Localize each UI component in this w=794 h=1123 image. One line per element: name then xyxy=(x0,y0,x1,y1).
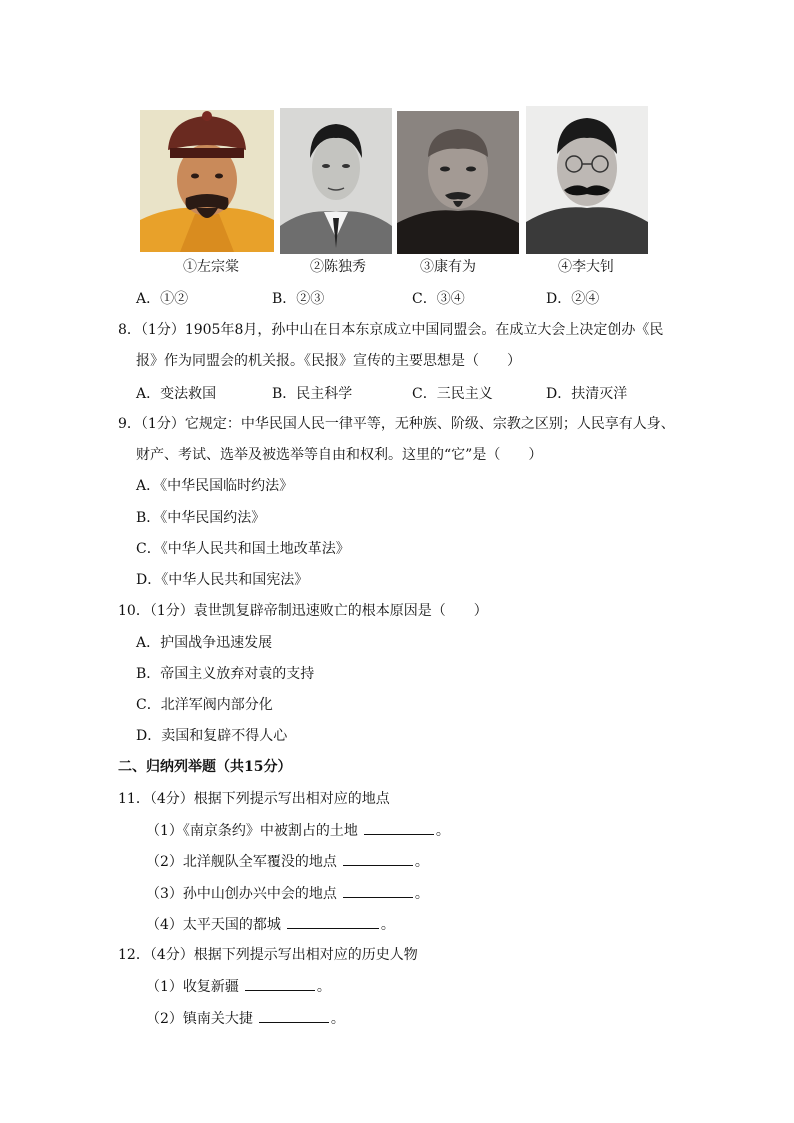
item-end: 。 xyxy=(330,1011,345,1027)
portrait-zuo-zongtang xyxy=(140,110,274,252)
item-end: 。 xyxy=(380,917,395,933)
option-d[interactable]: D．扶清灭洋 xyxy=(546,386,628,402)
q9-option-c[interactable]: C．《中华人民共和国土地改革法》 xyxy=(136,541,350,557)
q9-stem-line2: 财产、考试、选举及被选举等自由和权利。这里的“它”是（ ） xyxy=(136,447,543,463)
answer-blank[interactable] xyxy=(364,820,434,835)
q8-options xyxy=(0,383,794,403)
item-end: 。 xyxy=(316,979,331,995)
caption-1: ①左宗棠 xyxy=(183,259,239,275)
caption-3: ③康有为 xyxy=(420,259,476,275)
option-a[interactable]: A．①② xyxy=(136,291,189,307)
item-end: 。 xyxy=(435,823,450,839)
q8-stem-line2: 报》作为同盟会的机关报。《民报》宣传的主要思想是（ ） xyxy=(136,353,521,369)
section-heading: 二、归纳列举题（共15分） xyxy=(118,759,292,775)
q11-item-2 xyxy=(146,851,429,872)
portrait-chen-duxiu xyxy=(280,108,392,254)
item-text: （4）太平天国的都城 xyxy=(146,917,281,933)
portrait-captions xyxy=(0,256,794,276)
q7-options xyxy=(0,288,794,308)
option-b[interactable]: B．②③ xyxy=(272,291,325,307)
option-d[interactable]: D．②④ xyxy=(546,291,600,307)
item-text: （3）孙中山创办兴中会的地点 xyxy=(146,886,337,902)
q11-item-4 xyxy=(146,914,395,935)
portrait-li-dazhao xyxy=(526,106,648,254)
portrait-row xyxy=(140,108,660,258)
q9-option-a[interactable]: A．《中华民国临时约法》 xyxy=(136,478,294,494)
answer-blank[interactable] xyxy=(343,851,413,866)
q8-stem-line1: 8．（1分）1905年8月，孙中山在日本东京成立中国同盟会。在成立大会上决定创办《民 xyxy=(118,322,664,338)
option-a[interactable]: A．变法救国 xyxy=(136,386,217,402)
q11-stem: 11．（4分）根据下列提示写出相对应的地点 xyxy=(118,791,390,807)
answer-blank[interactable] xyxy=(259,1008,329,1023)
answer-blank[interactable] xyxy=(343,883,413,898)
q10-option-c[interactable]: C．北洋军阀内部分化 xyxy=(136,697,273,713)
q12-item-1 xyxy=(146,976,331,997)
q10-option-b[interactable]: B．帝国主义放弃对袁的支持 xyxy=(136,666,315,682)
item-text: （2）北洋舰队全军覆没的地点 xyxy=(146,854,337,870)
answer-blank[interactable] xyxy=(287,914,379,929)
q9-stem-line1: 9．（1分）它规定：中华民国人民一律平等，无种族、阶级、宗教之区别；人民享有人身、 xyxy=(118,416,675,432)
caption-4: ④李大钊 xyxy=(558,259,614,275)
option-c[interactable]: C．③④ xyxy=(412,291,465,307)
q9-option-d[interactable]: D．《中华人民共和国宪法》 xyxy=(136,572,309,588)
q12-stem: 12．（4分）根据下列提示写出相对应的历史人物 xyxy=(118,947,418,963)
option-c[interactable]: C．三民主义 xyxy=(412,386,493,402)
q10-option-a[interactable]: A．护国战争迅速发展 xyxy=(136,635,273,651)
item-end: 。 xyxy=(414,854,429,870)
q12-item-2 xyxy=(146,1008,345,1029)
item-text: （2）镇南关大捷 xyxy=(146,1011,253,1027)
answer-blank[interactable] xyxy=(245,976,315,991)
q11-item-3 xyxy=(146,883,429,904)
item-end: 。 xyxy=(414,886,429,902)
q10-option-d[interactable]: D．卖国和复辟不得人心 xyxy=(136,728,288,744)
option-b[interactable]: B．民主科学 xyxy=(272,386,353,402)
caption-2: ②陈独秀 xyxy=(310,259,366,275)
portrait-kang-youwei xyxy=(397,111,519,254)
item-text: （1）收复新疆 xyxy=(146,979,239,995)
q9-option-b[interactable]: B．《中华民国约法》 xyxy=(136,510,266,526)
q10-stem: 10．（1分）袁世凯复辟帝制迅速败亡的根本原因是（ ） xyxy=(118,603,488,619)
item-text: （1）《南京条约》中被割占的土地 xyxy=(146,823,358,839)
q11-item-1 xyxy=(146,820,450,841)
